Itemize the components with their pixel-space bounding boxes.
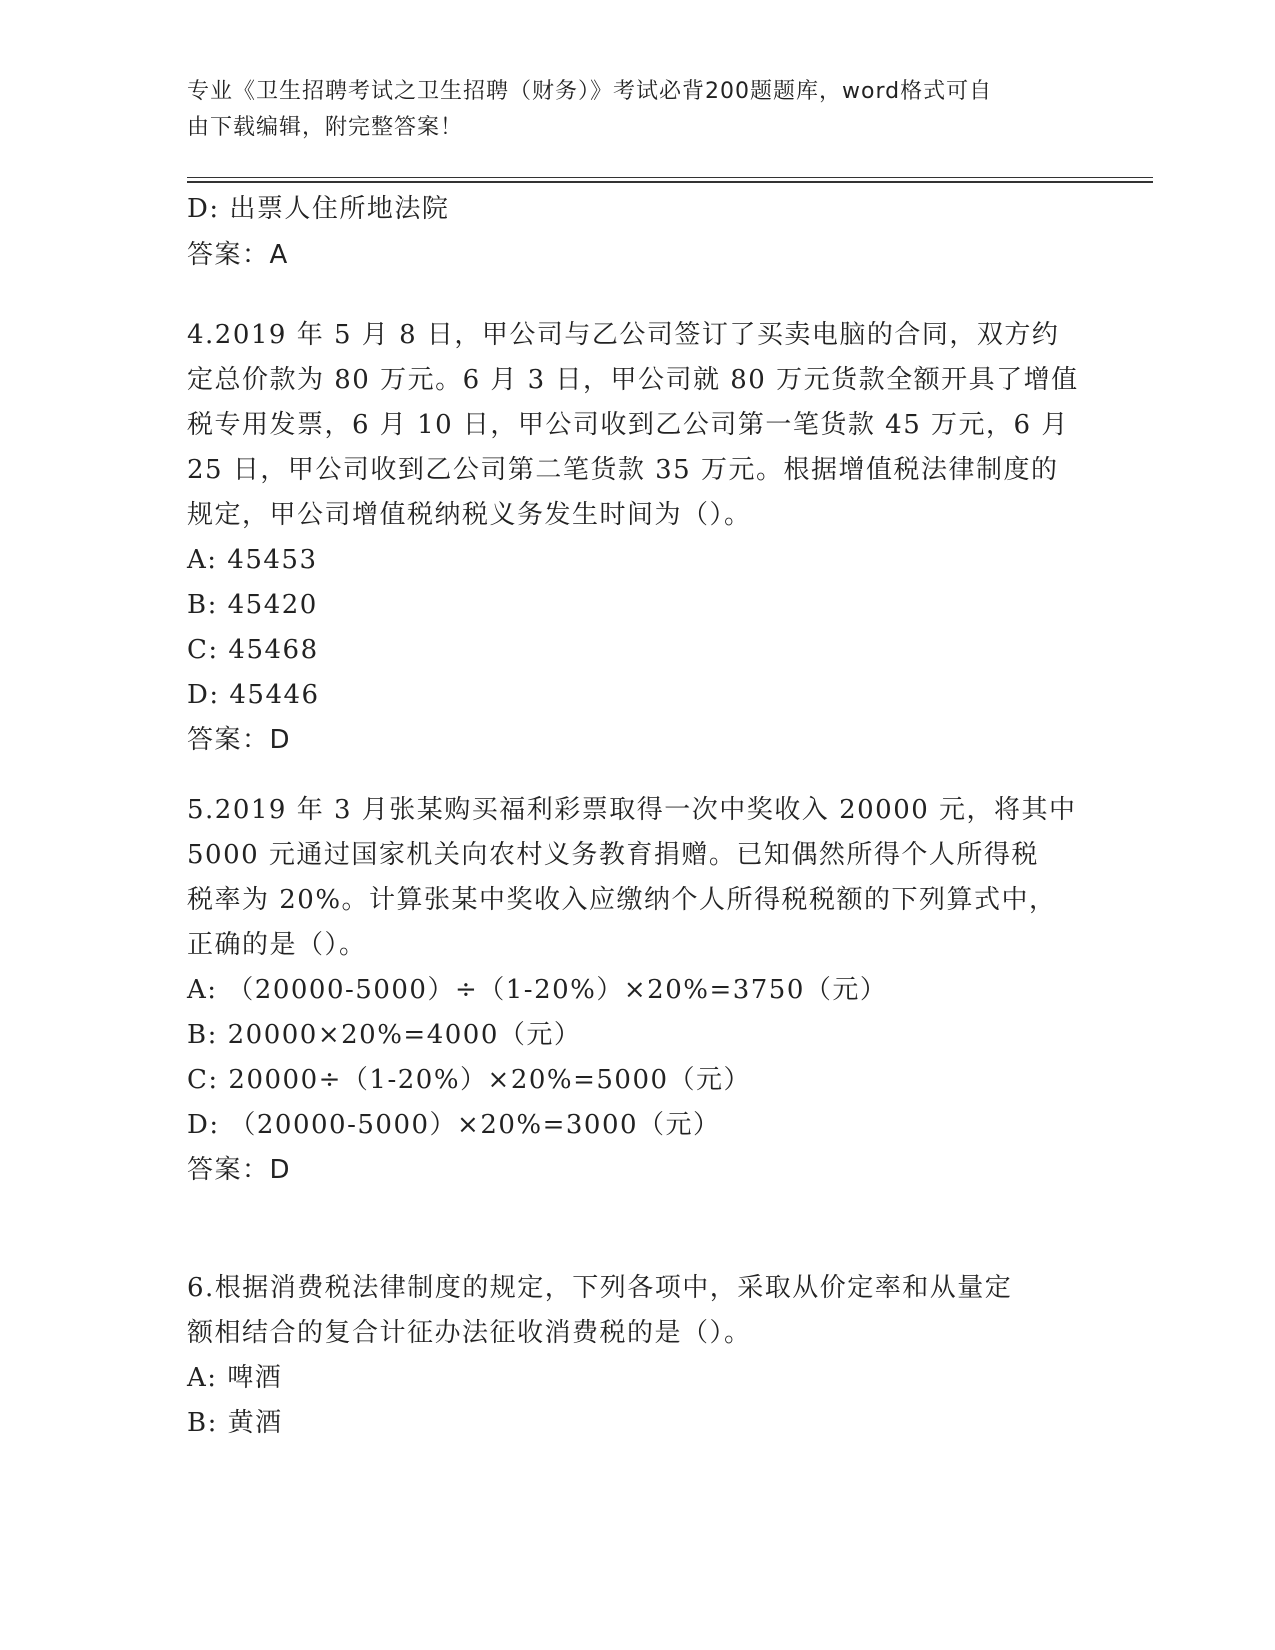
question-stem-line: 税专用发票，6 月 10 日，甲公司收到乙公司第一笔货款 45 万元，6 月 (187, 410, 1069, 440)
option-d: D: 45446 (187, 680, 320, 710)
question-stem-line: 25 日，甲公司收到乙公司第二笔货款 35 万元。根据增值税法律制度的 (187, 455, 1059, 485)
answer-label: 答案：D (187, 725, 292, 755)
question-6 (187, 1266, 1087, 1446)
option-b: B: 45420 (187, 590, 318, 620)
header-divider-thick (187, 181, 1153, 183)
option-a: A: 啤酒 (187, 1363, 283, 1393)
option-c: C: 20000÷（1-20%）×20%=5000（元） (187, 1065, 752, 1095)
question-5 (187, 788, 1087, 1193)
header-divider-thin (187, 177, 1153, 178)
option-c: C: 45468 (187, 635, 319, 665)
option-d: D: 出票人住所地法院 (187, 194, 450, 224)
option-b: B: 20000×20%=4000（元） (187, 1020, 582, 1050)
question-stem-line: 定总价款为 80 万元。6 月 3 日，甲公司就 80 万元货款全额开具了增值 (187, 365, 1079, 395)
document-header (187, 74, 1067, 146)
answer-label: 答案：D (187, 1155, 292, 1185)
question-stem-line: 5.2019 年 3 月张某购买福利彩票取得一次中奖收入 20000 元，将其中 (187, 795, 1077, 825)
option-a: A: 45453 (187, 545, 318, 575)
question-stem-line: 规定，甲公司增值税纳税义务发生时间为（）。 (187, 500, 752, 530)
question-3-tail (187, 186, 1087, 278)
question-stem-line: 6.根据消费税法律制度的规定，下列各项中，采取从价定率和从量定 (187, 1273, 1013, 1303)
option-d: D: （20000-5000）×20%=3000（元） (187, 1110, 721, 1140)
question-stem-line: 5000 元通过国家机关向农村义务教育捐赠。已知偶然所得个人所得税 (187, 840, 1039, 870)
question-stem-line: 4.2019 年 5 月 8 日，甲公司与乙公司签订了买卖电脑的合同，双方约 (187, 320, 1060, 350)
question-stem-line: 税率为 20%。计算张某中奖收入应缴纳个人所得税税额的下列算式中， (187, 885, 1057, 915)
question-stem-line: 额相结合的复合计征办法征收消费税的是（）。 (187, 1318, 752, 1348)
question-stem-line: 正确的是（）。 (187, 930, 367, 960)
option-b: B: 黄酒 (187, 1408, 283, 1438)
question-4 (187, 313, 1087, 763)
header-line-2: 由下载编辑，附完整答案！ (187, 115, 464, 140)
option-a: A: （20000-5000）÷（1-20%）×20%=3750（元） (187, 975, 888, 1005)
answer-label: 答案：A (187, 240, 289, 270)
header-line-1: 专业《卫生招聘考试之卫生招聘（财务）》考试必背200题题库，word格式可自 (187, 79, 993, 104)
